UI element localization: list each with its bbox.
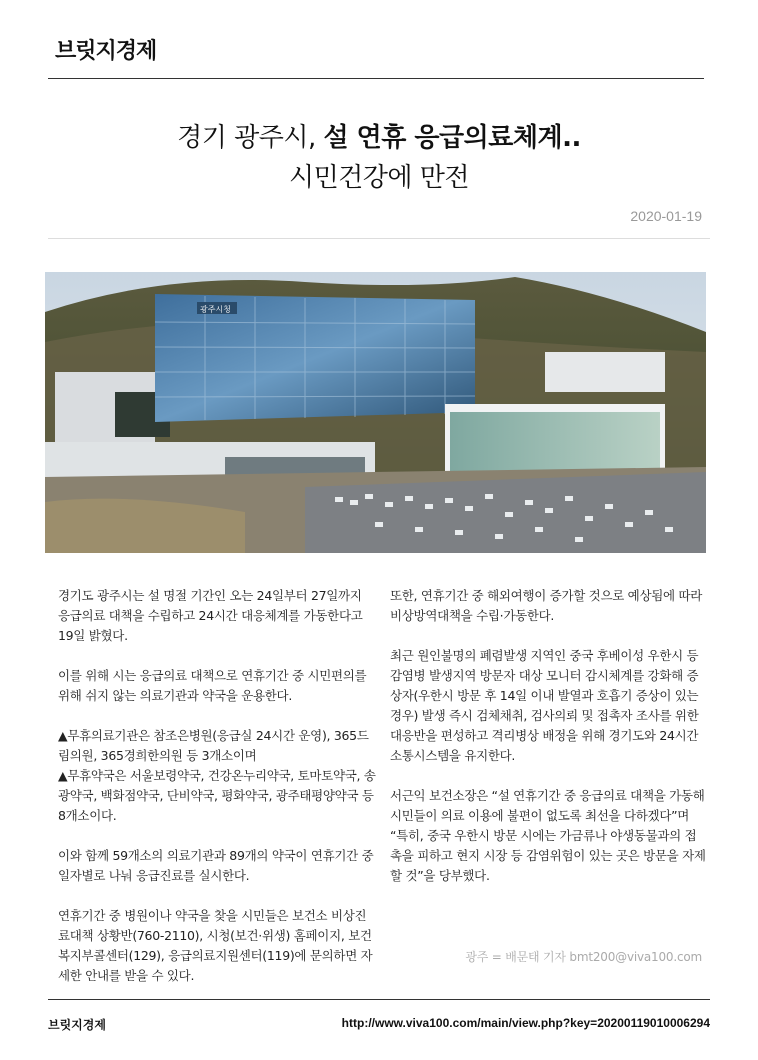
bottom-divider xyxy=(48,999,710,1000)
body-paragraph: 서근익 보건소장은 “설 연휴기간 중 응급의료 대책을 가동해 시민들이 의료 이용에 불편이 없도록 최선을 다하겠다”며 “특히, 중국 우한시 방문 시에는 가금류나 야생동물과의 접촉을 피하고 현지 시장 등 감염위험이 있는 곳은 방문을 자제할 것”을 당부했다. xyxy=(390,788,706,883)
masthead-logo: 브릿지경제 xyxy=(55,39,157,64)
photo-building-sign: 광주시청 xyxy=(200,305,231,314)
body-paragraph: 경기도 광주시는 설 명절 기간인 오는 24일부터 27일까지 응급의료 대책을 수립하고 24시간 대응체계를 가동한다고 19일 밝혔다. xyxy=(58,588,363,643)
body-paragraph: 연휴기간 중 병원이나 약국을 찾을 시민들은 보건소 비상진료대책 상황반(760-2110), 시청(보건·위생) 홈페이지, 보건복지부콜센터(129), 응급의료지원센터(119)에 문의하면 자세한 안내를 받을 수 있다. xyxy=(58,908,373,983)
body-paragraph: ▲무휴의료기관은 참조은병원(응급실 24시간 운영), 365드림의원, 365경희한의원 등 3개소이며 xyxy=(58,728,369,763)
top-divider xyxy=(48,78,704,79)
footer-publisher: 브릿지경제 xyxy=(48,1018,106,1032)
footer-url-link[interactable]: http://www.viva100.com/main/view.php?key=20200119010006294 xyxy=(341,1016,710,1030)
article-headline xyxy=(60,118,698,198)
article-body-left-column xyxy=(58,586,376,1006)
headline-line2: 시민건강에 만전 xyxy=(288,163,470,193)
body-paragraph: ▲무휴약국은 서울보령약국, 건강온누리약국, 토마토약국, 송광약국, 백화점약국, 단비약국, 평화약국, 광주태평양약국 등 8개소이다. xyxy=(58,768,376,823)
city-hall-building-photo xyxy=(45,272,706,553)
date-divider xyxy=(48,238,710,239)
headline-line1-normal: 경기 광주시, xyxy=(177,123,324,153)
headline-line1-bold: 설 연휴 응급의료체계.. xyxy=(323,123,581,153)
body-paragraph: 이를 위해 시는 응급의료 대책으로 연휴기간 중 시민편의를 위해 쉬지 않는 의료기관과 약국을 운용한다. xyxy=(58,668,367,703)
body-paragraph: 최근 원인불명의 폐렴발생 지역인 중국 후베이성 우한시 등 감염병 발생지역 방문자 대상 모니터 감시체계를 강화해 증상자(우한시 방문 후 14일 이내 발열과 호흡기 증상이 있는 경우) 발생 즉시 검체채취, 검사의뢰 및 접촉자 조사를 위한 대응반을 편성하고 격리병상 배정을 위해 경기도와 24시간 소통시스템을 유지한다. xyxy=(390,648,699,763)
article-body-right-column xyxy=(390,586,708,906)
article-byline: 광주 = 배문태 기자 bmt200@viva100.com xyxy=(465,950,702,964)
body-paragraph: 이와 함께 59개소의 의료기관과 89개의 약국이 연휴기간 중 일자별로 나눠 응급진료를 실시한다. xyxy=(58,848,374,883)
body-paragraph: 또한, 연휴기간 중 해외여행이 증가할 것으로 예상됨에 따라 비상방역대책을 수립·가동한다. xyxy=(390,588,702,623)
article-photo xyxy=(45,272,706,553)
article-date: 2020-01-19 xyxy=(630,208,702,224)
